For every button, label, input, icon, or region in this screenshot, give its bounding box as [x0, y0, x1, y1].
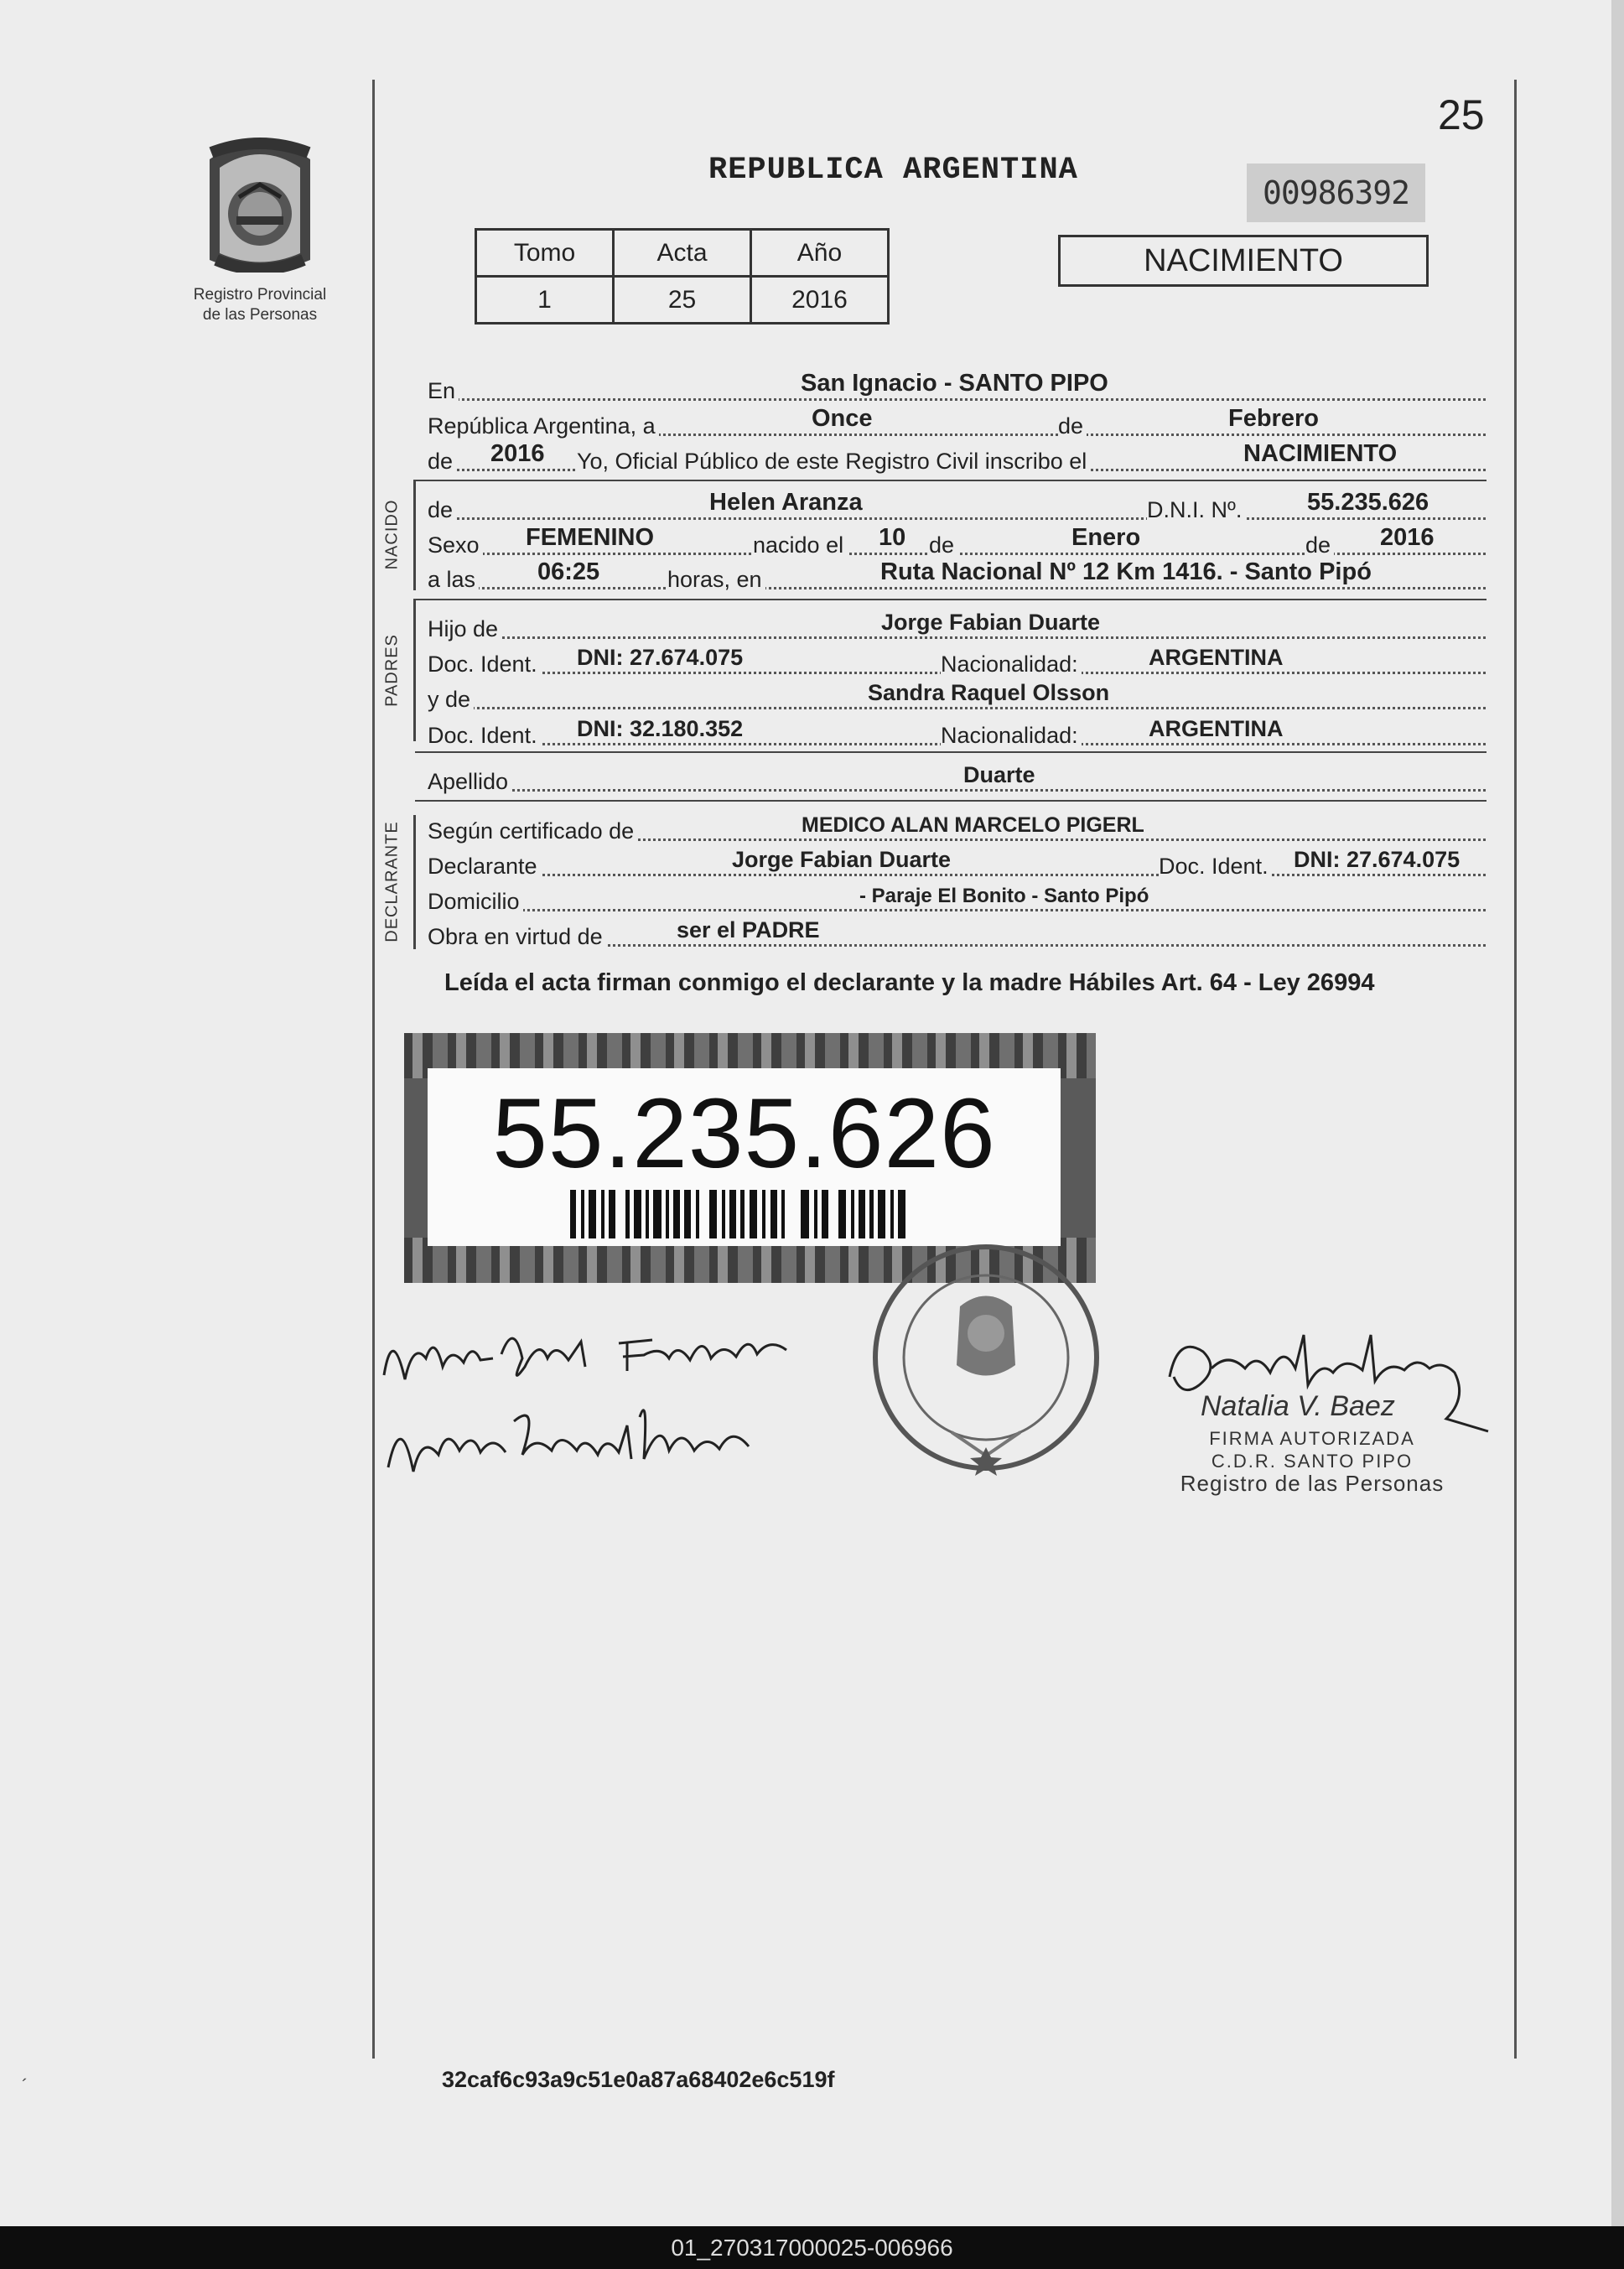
page-number: 25	[1438, 91, 1485, 138]
header-tomo: Tomo	[476, 230, 614, 277]
record-table	[475, 228, 890, 325]
record-table-values	[476, 277, 889, 324]
day-words-value: Once	[809, 405, 875, 433]
birth-place-value: Ruta Nacional Nº 12 Km 1416. - Santo Pipó	[878, 558, 1374, 586]
surname-value: Duarte	[961, 762, 1038, 788]
father-nationality-value: ARGENTINA	[1146, 645, 1286, 671]
registry-name: Registro Provincial de las Personas	[193, 286, 327, 324]
page-edge-shadow	[1611, 0, 1624, 2226]
father-name-value: Jorge Fabian Duarte	[879, 610, 1103, 636]
row-nacido-sexo: Sexo FEMENINO nacido el 10 de Enero de 2016	[428, 528, 1486, 562]
row-republica: República Argentina, a Once de Febrero	[428, 409, 1486, 443]
row-y-de: y de Sandra Raquel Olsson	[428, 683, 1486, 716]
right-margin-rule	[1514, 80, 1517, 2059]
row-inscribo: de 2016 Yo, Oficial Público de este Registro Civil inscribo el NACIMIENTO	[428, 444, 1486, 478]
section-label-declarante: DECLARANTE	[382, 821, 402, 942]
section-label-padres: PADRES	[382, 634, 402, 707]
value-acta: 25	[614, 277, 751, 324]
year-value: 2016	[488, 440, 547, 468]
row-nacido-hora: a las 06:25 horas, en Ruta Nacional Nº 12 Km 1416. - Santo Pipó	[428, 563, 1486, 596]
row-nacido-name: de Helen Aranza D.N.I. Nº. 55.235.626	[428, 493, 1486, 527]
header-anio: Año	[751, 230, 889, 277]
row-en: En San Ignacio - SANTO PIPO	[428, 374, 1486, 408]
value-tomo: 1	[476, 277, 614, 324]
row-certificado: Según certificado de MEDICO ALAN MARCELO PIGERL	[428, 814, 1486, 848]
reason-value: ser el PADRE	[674, 917, 822, 943]
address-value: - Paraje El Bonito - Santo Pipó	[857, 885, 1151, 908]
barcode	[570, 1190, 922, 1238]
certificate-value: MEDICO ALAN MARCELO PIGERL	[799, 813, 1147, 838]
declarant-doc-value: DNI: 27.674.075	[1291, 847, 1462, 873]
mother-nationality-value: ARGENTINA	[1146, 716, 1286, 742]
left-margin-rule	[372, 80, 375, 2059]
place-value: San Ignacio - SANTO PIPO	[798, 370, 1111, 397]
header-acta: Acta	[614, 230, 751, 277]
margin-tick-mark: ´	[22, 2075, 29, 2096]
declarant-name-value: Jorge Fabian Duarte	[729, 847, 953, 873]
official-title: FIRMA AUTORIZADA C.D.R. SANTO PIPO Registro de las Personas	[1180, 1428, 1445, 1496]
official-name: Natalia V. Baez	[1201, 1390, 1395, 1422]
value-anio: 2016	[751, 277, 889, 324]
record-table-header	[476, 230, 889, 277]
row-declarante: Declarante Jorge Fabian Duarte Doc. Ident. DNI: 27.674.075	[428, 849, 1486, 883]
row-mother-doc: Doc. Ident. DNI: 32.180.352 Nacionalidad: ARGENTINA	[428, 719, 1486, 752]
serial-number-sticker: 00986392	[1247, 164, 1425, 222]
child-name-value: Helen Aranza	[707, 489, 865, 517]
country-title: REPUBLICA ARGENTINA	[708, 153, 1078, 188]
closing-statement: Leída el acta firman conmigo el declarante y la madre Hábiles Art. 64 - Ley 26994	[444, 969, 1375, 996]
row-father-doc: Doc. Ident. DNI: 27.674.075 Nacionalidad: ARGENTINA	[428, 647, 1486, 681]
dni-label-number: 55.235.626	[492, 1078, 996, 1189]
province-logo	[193, 134, 327, 273]
event-value: NACIMIENTO	[1241, 440, 1399, 468]
row-hijo-de: Hijo de Jorge Fabian Duarte	[428, 612, 1486, 646]
document-hash: 32caf6c93a9c51e0a87a68402e6c519f	[442, 2067, 835, 2092]
mother-name-value: Sandra Raquel Olsson	[865, 680, 1112, 706]
father-doc-value: DNI: 27.674.075	[574, 645, 745, 671]
birth-month-value: Enero	[1069, 524, 1143, 552]
scan-footer-id: 01_270317000025-006966	[671, 2235, 953, 2261]
row-domicilio: Domicilio - Paraje El Bonito - Santo Pipó	[428, 885, 1486, 918]
row-apellido: Apellido Duarte	[428, 765, 1486, 798]
handwritten-signatures	[376, 1308, 862, 1509]
row-obra: Obra en virtud de ser el PADRE	[428, 920, 1486, 953]
registry-seal	[868, 1239, 1105, 1477]
child-dni-value: 55.235.626	[1305, 489, 1431, 517]
document-type-box: NACIMIENTO	[1058, 235, 1429, 287]
birth-year-value: 2016	[1378, 524, 1437, 552]
mother-doc-value: DNI: 32.180.352	[574, 716, 745, 742]
section-label-nacido: NACIDO	[382, 499, 402, 570]
birth-day-value: 10	[876, 524, 908, 552]
birth-time-value: 06:25	[535, 558, 602, 586]
sex-value: FEMENINO	[523, 524, 656, 552]
month-value: Febrero	[1226, 405, 1321, 433]
